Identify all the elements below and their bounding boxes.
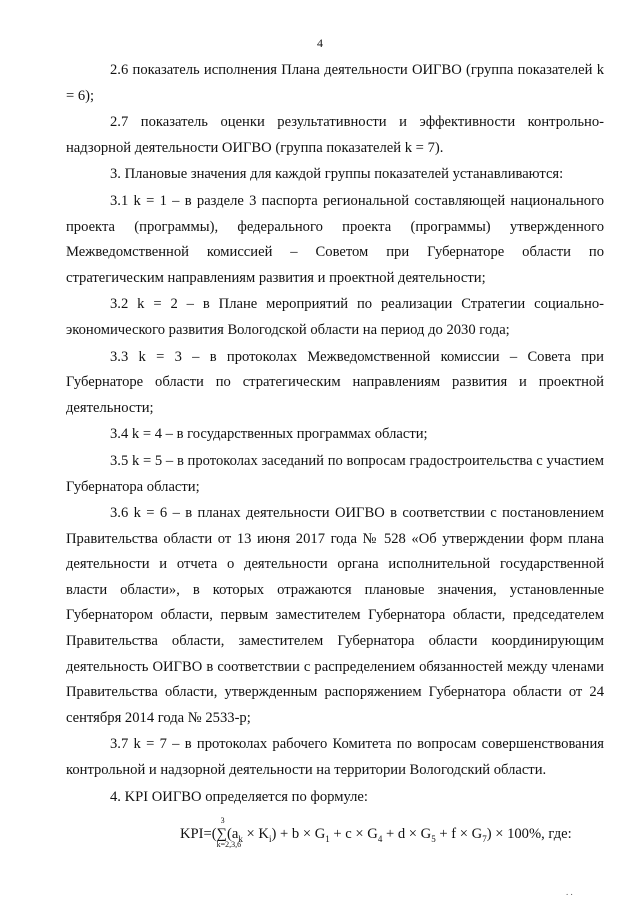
formula-b-part: + b × G: [276, 826, 326, 842]
formula-f-part: + f × G: [435, 826, 483, 842]
paragraph-4: 4. KPI ОИГВО определяется по формуле:: [110, 788, 368, 805]
paragraph-2-7: 2.7 показатель оценки результативности и эффективности контрольно-надзорной деятельности ОИГВО (группа показателей k = 7).: [66, 114, 604, 156]
corner-mark: . .: [566, 887, 573, 897]
formula-k: × K: [242, 826, 269, 842]
sum-sign: ∑ 3 k=2,3,6: [216, 816, 242, 849]
paragraph-3-5: 3.5 k = 5 – в протоколах заседаний по вопросам градостроительства с участием Губернатора области;: [66, 452, 604, 495]
sum-lower-limit: k=2,3,6: [216, 840, 242, 849]
formula-tail: × 100%, где:: [491, 826, 572, 842]
formula-inner-close: ): [271, 826, 277, 842]
page-number: 4: [317, 36, 323, 50]
formula-g7-sub: 7: [482, 834, 487, 844]
formula-open-paren: (: [211, 826, 217, 842]
paragraph-3: 3. Плановые значения для каждой группы показателей устанавливаются:: [110, 166, 564, 183]
document-body: [66, 58, 604, 810]
formula-d-part: + d × G: [382, 826, 432, 842]
paragraph-2-6: 2.6 показатель исполнения Плана деятельности ОИГВО (группа показателей k = 6);: [66, 62, 604, 104]
formula-c-part: + c × G: [329, 826, 378, 842]
formula-a: a: [231, 826, 239, 842]
formula-a-sub: k: [238, 834, 243, 844]
formula-g5-sub: 5: [431, 834, 436, 844]
formula-inner-open: (: [227, 826, 232, 842]
paragraph-3-3: 3.3 k = 3 – в протоколах Межведомственной комиссии – Совета при Губернаторе области по стратегическим направлениям развития и проектной деятельности;: [66, 348, 604, 416]
paragraph-3-7: 3.7 k = 7 – в протоколах рабочего Комитета по вопросам совершенствования контрольной и надзорной деятельности на территории Вологодский области.: [66, 736, 604, 779]
paragraph-3-6: 3.6 k = 6 – в планах деятельности ОИГВО в соответствии с постановлением Правительства области от 13 июня 2017 года № 528 «Об утверждении форм плана деятельности и отчета о деятельности органа исполнительной государственной власти области», в которых отражаются плановые значения, установленные Губернатором области, первым заместителем Губернатора области, председателем Правительства области, заместителем Губернатора области координирующим деятельность ОИГВО в соответствии с распределением обязанностей между членами Правительства области, утвержденным распоряжением Губернатора области от 24 сентября 2014 года № 2533-р;: [66, 505, 604, 726]
paragraph-3-4: 3.4 k = 4 – в государственных программах области;: [110, 426, 428, 443]
kpi-formula: [180, 816, 572, 849]
paragraph-3-2: 3.2 k = 2 – в Плане мероприятий по реализации Стратегии социально-экономического развития Вологодской области на период до 2030 года;: [66, 296, 604, 338]
formula-close-paren: ): [486, 826, 492, 842]
sum-upper-limit: 3: [220, 816, 225, 825]
paragraph-3-1: 3.1 k = 1 – в разделе 3 паспорта региональной составляющей национального проекта (программы), федерального проекта (программы) утвержденного Межведомственной комиссией – Советом при Губернаторе области по стратегическим направлениям развития и проектной деятельности;: [66, 192, 604, 286]
formula-g1-sub: 1: [325, 834, 330, 844]
formula-k-sub: i: [268, 834, 272, 844]
formula-g4-sub: 4: [377, 834, 383, 844]
formula-lhs: KPI=: [180, 826, 212, 842]
